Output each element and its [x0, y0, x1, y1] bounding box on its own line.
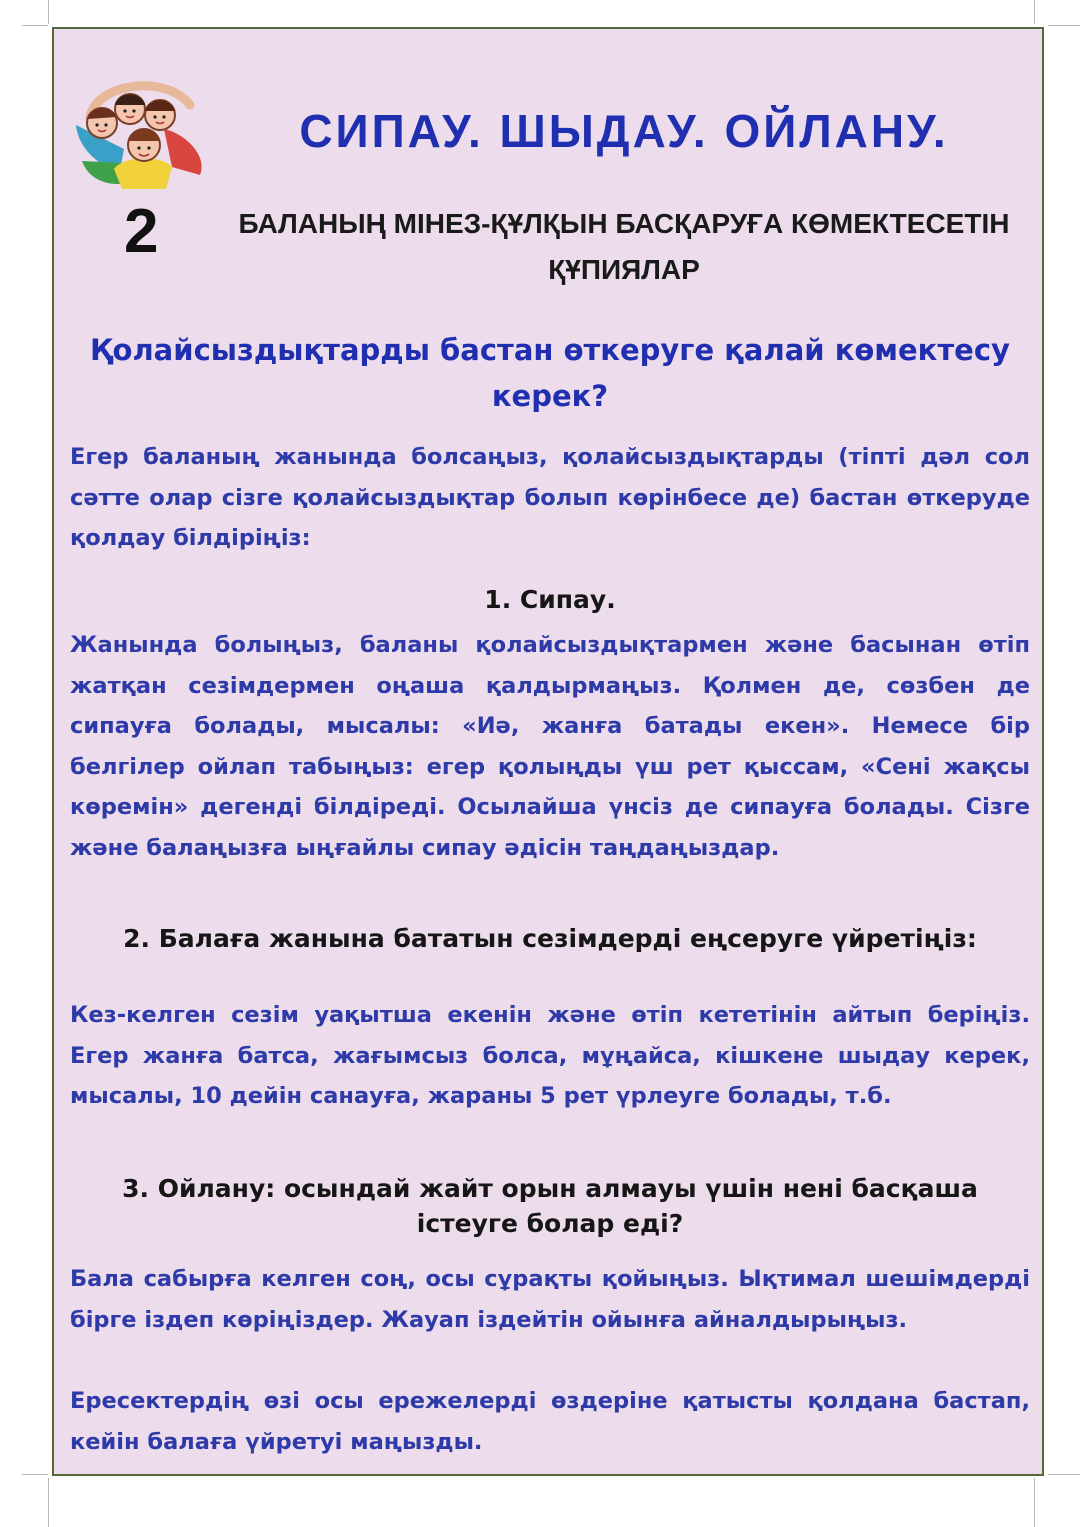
section-text: Кез-келген сезім уақытша екенін және өтіп кететінін айтып беріңіз. Егер жанға батса, жағымсыз болса, мұңайса, кішкене шыдау керек, мысалы, 10 дейін санауға, жараны 5 рет үрлеуге болады, т.б. [70, 1002, 1030, 1109]
poster-title: СИПАУ. ШЫДАУ. ОЙЛАНУ. [299, 105, 949, 157]
poster-subtitle: БАЛАНЫҢ МІНЕЗ-ҚҰЛҚЫН БАСҚАРУҒА КӨМЕКТЕСЕТІН ҚҰПИЯЛАР [238, 208, 1010, 285]
crop-mark [1034, 0, 1035, 24]
section-text: Бала сабырға келген соң, осы сұрақты қойыңыз. Ықтимал шешімдерді бірге іздеп көріңіздер. Жауап іздейтін ойынға айналдырыңыз. [70, 1266, 1030, 1333]
crop-mark [1048, 25, 1080, 26]
section-text: Жанында болыңыз, баланы қолайсыздықтармен және басынан өтіп жатқан сезімдермен оңаша қалдырмаңыз. Қолмен де, сөзбен де сипауға болады, мысалы: «Иә, жанға батады екен». Немесе бір белгілер ойлап табыңыз: егер қолыңды үш рет қыссам, «Сені жақсы көремін» дегенді білдіреді. Осылайша үнсіз де сипауға болады. Сізге және балаңызға ыңғайлы сипау әдісін таңдаңыздар. [70, 632, 1030, 861]
crop-mark [1034, 1478, 1035, 1527]
section-heading: 2. Балаға жанына бататын сезімдерді еңсеруге үйретіңіз: [123, 924, 977, 953]
crop-mark [48, 0, 49, 24]
children-logo-icon [68, 71, 212, 191]
section-heading: 1. Сипау. [484, 585, 616, 614]
closing-paragraph: Ересектердің өзі осы ережелерді өздеріне қатысты қолдана бастап, кейін балаға үйретуі маңызды. [70, 1388, 1030, 1455]
intro-paragraph: Егер баланың жанында болсаңыз, қолайсыздықтарды (тіпті дәл сол сәтте олар сізге қолайсыздықтар болып көрінбесе де) бастан өткеруде қолдау білдіріңіз: [70, 444, 1030, 551]
main-question: Қолайсыздықтарды бастан өткеруге қалай көмектесу керек? [90, 333, 1010, 413]
crop-mark [22, 1474, 48, 1475]
crop-mark [48, 1478, 49, 1527]
page-number: 2 [124, 197, 159, 266]
crop-mark [22, 25, 48, 26]
section-heading: 3. Ойлану: осындай жайт орын алмауы үшін нені басқаша істеуге болар еді? [122, 1174, 978, 1238]
crop-mark [1048, 1474, 1080, 1475]
poster [52, 27, 1044, 1476]
